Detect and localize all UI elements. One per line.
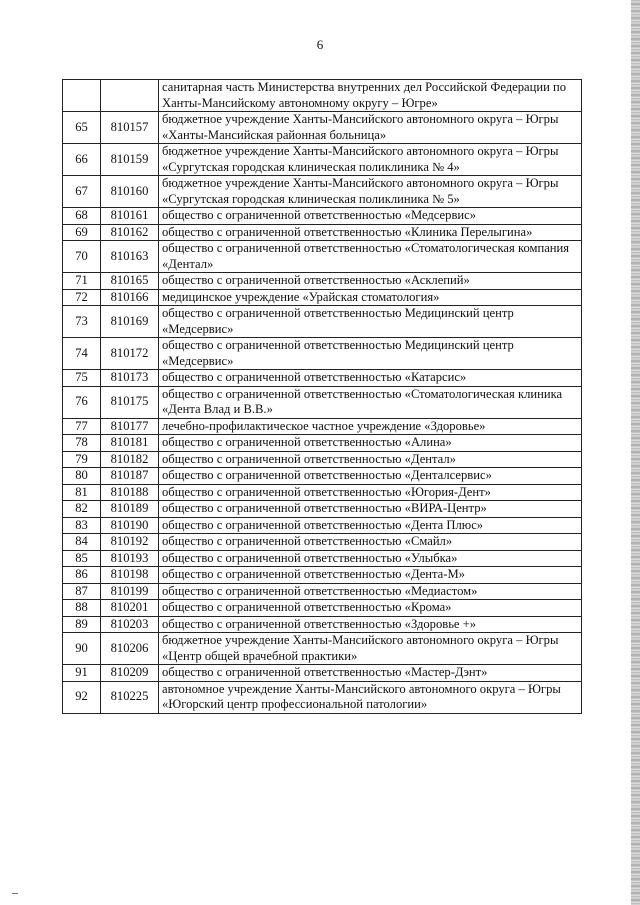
organization-name-cell: общество с ограниченной ответственностью «Медсервис» (159, 208, 582, 225)
registry-code-cell: 810169 (101, 306, 159, 338)
table-row (63, 224, 582, 241)
registry-code-cell: 810190 (101, 517, 159, 534)
registry-code-cell: 810161 (101, 208, 159, 225)
registry-code-cell: 810162 (101, 224, 159, 241)
registry-code-cell: 810163 (101, 241, 159, 273)
registry-code-cell (101, 80, 159, 112)
table-row (63, 241, 582, 273)
row-number-cell: 89 (63, 616, 101, 633)
row-number-cell: 78 (63, 435, 101, 452)
registry-code-cell: 810199 (101, 583, 159, 600)
registry-code-cell: 810187 (101, 468, 159, 485)
row-number-cell: 80 (63, 468, 101, 485)
registry-code-cell: 810188 (101, 484, 159, 501)
table-row (63, 418, 582, 435)
row-number-cell: 83 (63, 517, 101, 534)
organization-name-cell: санитарная часть Министерства внутренних дел Российской Федерации по Ханты-Мансийскому автономному округу – Югре» (159, 80, 582, 112)
registry-code-cell: 810175 (101, 386, 159, 418)
table-row (63, 176, 582, 208)
table-row (63, 534, 582, 551)
organization-name-cell: бюджетное учреждение Ханты-Мансийского автономного округа – Югры «Центр общей врачебной практики» (159, 633, 582, 665)
row-number-cell: 90 (63, 633, 101, 665)
table-row (63, 665, 582, 682)
registry-code-cell: 810206 (101, 633, 159, 665)
row-number-cell: 88 (63, 600, 101, 617)
row-number-cell: 65 (63, 112, 101, 144)
row-number-cell: 82 (63, 501, 101, 518)
row-number-cell: 84 (63, 534, 101, 551)
row-number-cell: 72 (63, 289, 101, 306)
registry-code-cell: 810177 (101, 418, 159, 435)
organization-name-cell: медицинское учреждение «Урайская стоматология» (159, 289, 582, 306)
registry-code-cell: 810193 (101, 550, 159, 567)
organization-name-cell: общество с ограниченной ответственностью «Смайл» (159, 534, 582, 551)
table-row (63, 633, 582, 665)
table-row (63, 501, 582, 518)
registry-table (62, 79, 582, 714)
table-row (63, 112, 582, 144)
table-row (63, 80, 582, 112)
registry-code-cell: 810225 (101, 681, 159, 713)
table-row (63, 435, 582, 452)
row-number-cell: 73 (63, 306, 101, 338)
table-row (63, 583, 582, 600)
row-number-cell: 77 (63, 418, 101, 435)
row-number-cell: 67 (63, 176, 101, 208)
organization-name-cell: лечебно-профилактическое частное учреждение «Здоровье» (159, 418, 582, 435)
registry-code-cell: 810198 (101, 567, 159, 584)
row-number-cell: 74 (63, 338, 101, 370)
organization-name-cell: общество с ограниченной ответственностью «Алина» (159, 435, 582, 452)
table-row (63, 681, 582, 713)
organization-name-cell: общество с ограниченной ответственностью «Дентал» (159, 451, 582, 468)
organization-name-cell: общество с ограниченной ответственностью Медицинский центр «Медсервис» (159, 338, 582, 370)
organization-name-cell: общество с ограниченной ответственностью «Крома» (159, 600, 582, 617)
row-number-cell: 79 (63, 451, 101, 468)
registry-code-cell: 810173 (101, 370, 159, 387)
table-row (63, 616, 582, 633)
registry-code-cell: 810160 (101, 176, 159, 208)
table-row (63, 370, 582, 387)
organization-name-cell: общество с ограниченной ответственностью «Стоматологическая клиника «Дента Влад и В.В.» (159, 386, 582, 418)
row-number-cell: 81 (63, 484, 101, 501)
organization-name-cell: бюджетное учреждение Ханты-Мансийского автономного округа – Югры «Сургутская городская клиническая поликлиника № 5» (159, 176, 582, 208)
row-number-cell: 70 (63, 241, 101, 273)
organization-name-cell: автономное учреждение Ханты-Мансийского автономного округа – Югры «Югорский центр профессиональной патологии» (159, 681, 582, 713)
row-number-cell: 71 (63, 273, 101, 290)
row-number-cell: 92 (63, 681, 101, 713)
row-number-cell: 91 (63, 665, 101, 682)
row-number-cell: 86 (63, 567, 101, 584)
organization-name-cell: общество с ограниченной ответственностью «ВИРА-Центр» (159, 501, 582, 518)
registry-code-cell: 810203 (101, 616, 159, 633)
organization-name-cell: общество с ограниченной ответственностью «Медиастом» (159, 583, 582, 600)
organization-name-cell: общество с ограниченной ответственностью «Дента-М» (159, 567, 582, 584)
scan-edge-shadow (631, 0, 640, 905)
table-row (63, 484, 582, 501)
row-number-cell: 69 (63, 224, 101, 241)
table-row (63, 386, 582, 418)
registry-code-cell: 810166 (101, 289, 159, 306)
registry-code-cell: 810182 (101, 451, 159, 468)
organization-name-cell: бюджетное учреждение Ханты-Мансийского автономного округа – Югры «Ханты-Мансийская районная больница» (159, 112, 582, 144)
table-row (63, 273, 582, 290)
table-row (63, 338, 582, 370)
registry-table-body (63, 80, 582, 714)
registry-code-cell: 810159 (101, 144, 159, 176)
row-number-cell (63, 80, 101, 112)
organization-name-cell: общество с ограниченной ответственностью «Катарсис» (159, 370, 582, 387)
table-row (63, 144, 582, 176)
table-row (63, 550, 582, 567)
organization-name-cell: общество с ограниченной ответственностью «Мастер-Дэнт» (159, 665, 582, 682)
registry-code-cell: 810189 (101, 501, 159, 518)
organization-name-cell: общество с ограниченной ответственностью «Клиника Перелыгина» (159, 224, 582, 241)
registry-code-cell: 810165 (101, 273, 159, 290)
row-number-cell: 87 (63, 583, 101, 600)
organization-name-cell: общество с ограниченной ответственностью «Улыбка» (159, 550, 582, 567)
row-number-cell: 76 (63, 386, 101, 418)
organization-name-cell: бюджетное учреждение Ханты-Мансийского автономного округа – Югры «Сургутская городская клиническая поликлиника № 4» (159, 144, 582, 176)
organization-name-cell: общество с ограниченной ответственностью «Дента Плюс» (159, 517, 582, 534)
table-row (63, 517, 582, 534)
registry-code-cell: 810172 (101, 338, 159, 370)
organization-name-cell: общество с ограниченной ответственностью «Асклепий» (159, 273, 582, 290)
registry-code-cell: 810209 (101, 665, 159, 682)
table-row (63, 600, 582, 617)
organization-name-cell: общество с ограниченной ответственностью «Югория-Дент» (159, 484, 582, 501)
scan-artifact (12, 893, 18, 894)
organization-name-cell: общество с ограниченной ответственностью Медицинский центр «Медсервис» (159, 306, 582, 338)
row-number-cell: 85 (63, 550, 101, 567)
table-row (63, 289, 582, 306)
table-row (63, 468, 582, 485)
registry-code-cell: 810192 (101, 534, 159, 551)
organization-name-cell: общество с ограниченной ответственностью «Стоматологическая компания «Дентал» (159, 241, 582, 273)
registry-code-cell: 810201 (101, 600, 159, 617)
registry-code-cell: 810181 (101, 435, 159, 452)
table-row (63, 567, 582, 584)
organization-name-cell: общество с ограниченной ответственностью «Здоровье +» (159, 616, 582, 633)
table-row (63, 451, 582, 468)
row-number-cell: 68 (63, 208, 101, 225)
row-number-cell: 66 (63, 144, 101, 176)
row-number-cell: 75 (63, 370, 101, 387)
organization-name-cell: общество с ограниченной ответственностью «Денталсервис» (159, 468, 582, 485)
page-number: 6 (316, 37, 324, 52)
table-row (63, 306, 582, 338)
registry-code-cell: 810157 (101, 112, 159, 144)
table-row (63, 208, 582, 225)
